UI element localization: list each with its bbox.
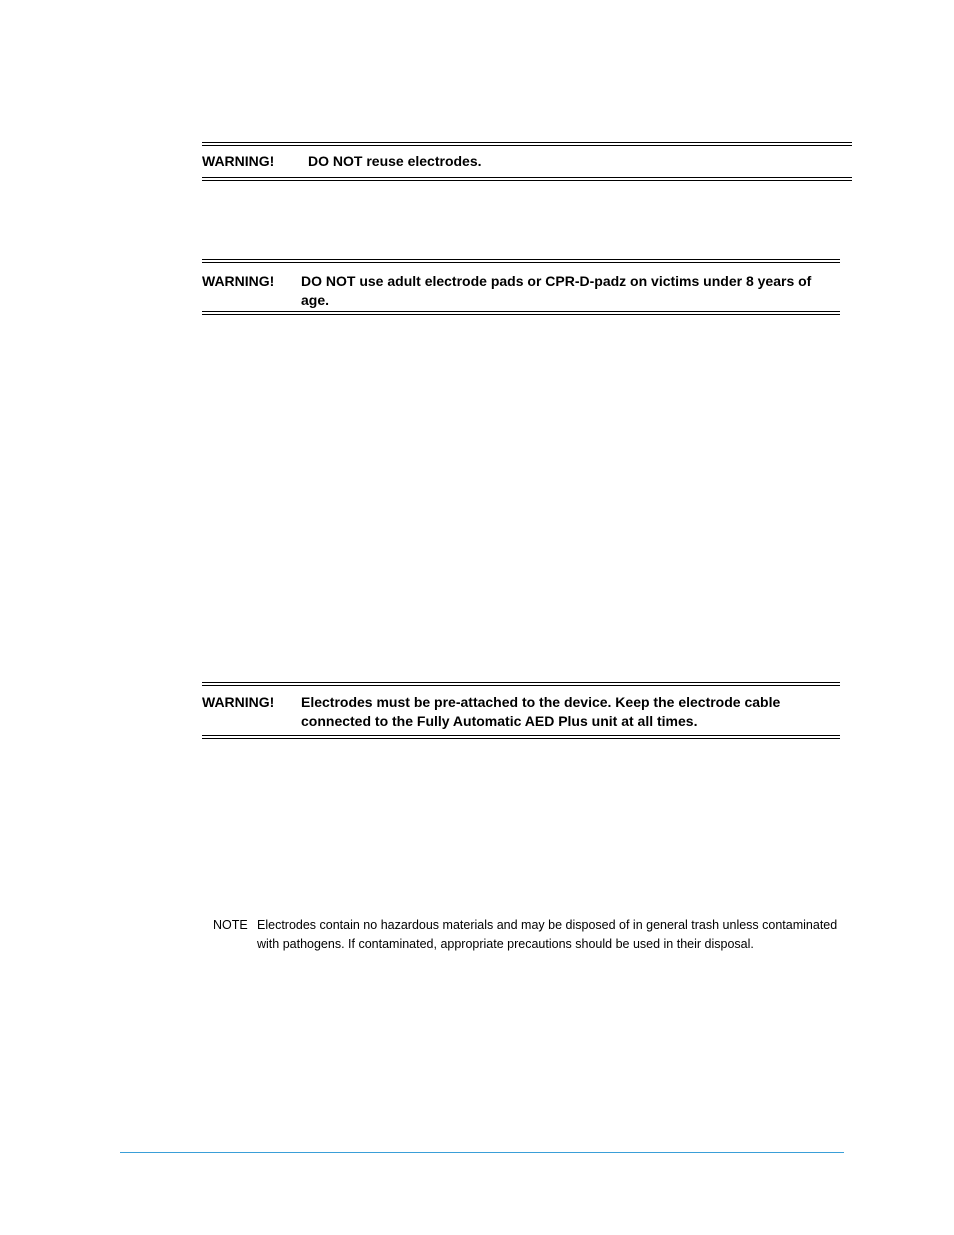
- warning-body: [202, 263, 840, 311]
- warning-bottom-rule: [202, 311, 840, 315]
- warning-bottom-rule: [202, 177, 852, 181]
- warning-reuse-electrodes: [202, 142, 852, 181]
- warning-body: [202, 686, 840, 735]
- warning-message: Electrodes must be pre-attached to the device. Keep the electrode cable connected to the Fully Automatic AED Plus unit at all times.: [301, 694, 781, 729]
- warning-emphasis: DO NOT: [301, 273, 356, 289]
- warning-text: [301, 272, 840, 310]
- note-text: Electrodes contain no hazardous materials and may be disposed of in general trash unless contaminated with pathogens. If contaminated, appropriate precautions should be used in their disposal.: [257, 918, 838, 951]
- note-label: NOTE: [213, 918, 248, 932]
- warning-label: WARNING!: [202, 153, 275, 169]
- warning-body: [202, 146, 852, 177]
- warning-message: reuse electrodes.: [362, 153, 482, 169]
- warning-pre-attached: [202, 682, 840, 739]
- warning-label: WARNING!: [202, 694, 275, 710]
- warning-adult-pads: [202, 259, 840, 315]
- note-disposal: [213, 916, 843, 954]
- warning-bottom-rule: [202, 735, 840, 739]
- warning-message: use adult electrode pads or CPR-D-padz on victims under 8 years of age.: [301, 273, 812, 308]
- footer-rule: [120, 1152, 844, 1153]
- warning-text: [308, 152, 852, 171]
- warning-label: WARNING!: [202, 273, 275, 289]
- warning-emphasis: DO NOT: [308, 153, 363, 169]
